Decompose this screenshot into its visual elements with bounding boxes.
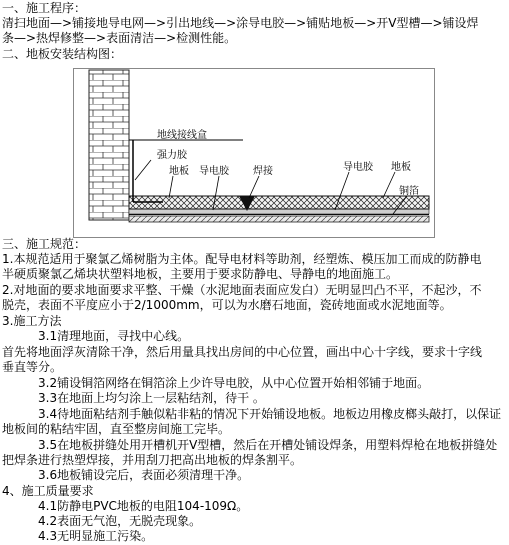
- section-3-p1-line-1: 1.本规范适用于聚氯乙烯树脂为主体。配导电材料等助剂，经塑炼、模压加工而成的防静电: [2, 252, 482, 266]
- step-3-1: 3.1清理地面，寻找中心线。: [38, 329, 190, 343]
- floor-board-layer: [129, 196, 429, 209]
- section-3-p2-line-2: 脱壳，表面不平度应小于2/1000mm，可以为水磨石地面，瓷砖地面或水泥地面等。: [2, 298, 452, 312]
- label-floor-right: 地板: [391, 162, 411, 173]
- section-3-p2-line-1: 2.对地面的要求地面要求平整、干燥（水泥地面表面应发白）无明显凹凸不平，不起沙，不: [2, 283, 482, 297]
- section-1-title: 一、施工程序：: [2, 1, 87, 15]
- quality-4-2: 4.2表面无气泡，无脱壳现象。: [38, 514, 202, 528]
- step-3-1-body-1: 首先将地面浮灰清除干净，然后用量具找出房间的中心位置，画出中心十字线，要求十字线: [2, 345, 483, 359]
- label-floor-left: 地板: [169, 166, 189, 177]
- label-weld: 焊接: [253, 166, 273, 177]
- section-3-p1-line-2: 半硬质聚氯乙烯块状塑料地板，主要用于要求防静电、导静电的地面施工。: [2, 267, 399, 281]
- step-3-3: 3.3在地面上均匀涂上一层粘结剂，待干 。: [38, 391, 265, 405]
- step-3-2: 3.2铺设铜箔网络在铜箔涂上少许导电胶，从中心位置开始相邻铺于地面。: [38, 376, 430, 390]
- floor-structure-diagram: [73, 68, 435, 238]
- section-3-title: 三、施工规范：: [2, 237, 87, 251]
- step-3-1-body-2: 垂直等分。: [2, 360, 63, 374]
- section-2-title: 二、地板安装结构图：: [2, 47, 123, 61]
- section-1-line-1: 清扫地面—>铺接地导电网—>引出地线—>涂导电胶—>铺贴地板—>开V型槽—>铺设焊: [2, 16, 479, 30]
- label-copper-foil: 铜箔: [399, 186, 419, 197]
- step-3-4-line-1: 3.4待地面粘结剂手触似粘非粘的情况下开始铺设地板。地板边用橡皮榔头敲打，以保证: [38, 407, 502, 421]
- label-conductive-glue-left: 导电胶: [199, 166, 229, 177]
- step-3-4-line-2: 地板间的粘结牢固，直至整房间施工完毕。: [2, 422, 231, 436]
- quality-4-3: 4.3无明显施工污染。: [38, 529, 154, 543]
- step-3-5-line-2: 把焊条进行热塑焊接，并用刮刀把高出地板的焊条割平。: [2, 453, 303, 467]
- base-slab: [129, 216, 429, 222]
- step-3-6: 3.6地板铺设完后，表面必须清理干净。: [38, 468, 250, 482]
- brick-wall: [89, 70, 129, 220]
- section-4-title: 4、施工质量要求: [2, 484, 94, 498]
- conductive-glue-layer: [129, 209, 429, 214]
- quality-4-1: 4.1防静电PVC地板的电阻104-109Ω。: [38, 499, 249, 513]
- label-strong-glue: 强力胶: [157, 150, 187, 161]
- section-1-line-2: 条—>热焊修整—>表面清洁—>检测性能。: [2, 31, 237, 45]
- label-conductive-glue-right: 导电胶: [343, 162, 373, 173]
- section-3-p3-title: 3.施工方法: [2, 314, 62, 328]
- step-3-5-line-1: 3.5在地板拼缝处用开槽机开V型槽，然后在开槽处铺设焊条，用塑料焊枪在地板拼缝处: [38, 438, 498, 452]
- label-junction-box: 地线接线盒: [157, 130, 207, 141]
